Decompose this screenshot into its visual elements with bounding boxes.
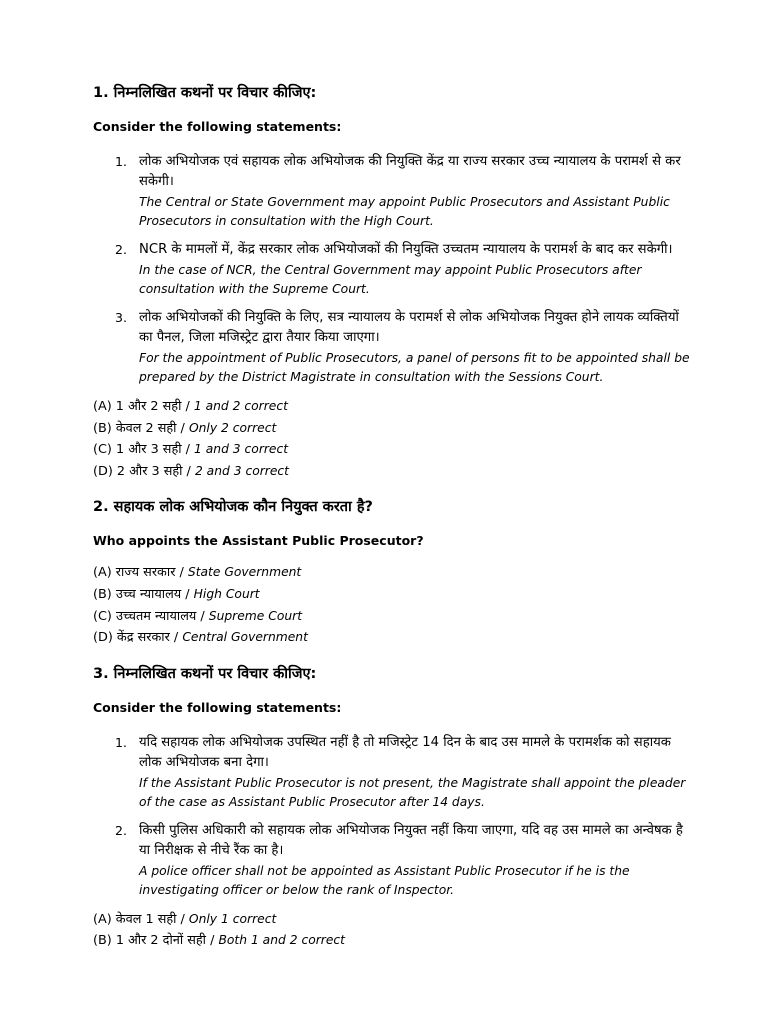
statement-hindi: यदि सहायक लोक अभियोजक उपस्थित नहीं है तो मजिस्ट्रेट 14 दिन के बाद उस मामले के परामर्शक को सहायक लोक अभियोजक बना देगा। bbox=[139, 734, 671, 770]
statement-item bbox=[93, 733, 693, 812]
statement-english: A police officer shall not be appointed as Assistant Public Prosecutor if he is the investigating officer or below the rank of Inspector. bbox=[139, 863, 630, 897]
question-1 bbox=[93, 82, 693, 482]
option-hindi: (D) 2 और 3 सही / bbox=[93, 463, 191, 479]
statement-hindi: NCR के मामलों में, केंद्र सरकार लोक अभियोजकों की नियुक्ति उच्चतम न्यायालय के परामर्श के बाद कर सकेगी। bbox=[139, 242, 673, 257]
spacer bbox=[93, 482, 693, 496]
question-subtitle: Consider the following statements: bbox=[93, 699, 342, 715]
statement-hindi: किसी पुलिस अधिकारी को सहायक लोक अभियोजक नियुक्त नहीं किया जाएगा, यदि वह उस मामले का अन्वेषक है या निरीक्षक से नीचे रैंक का है। bbox=[139, 822, 683, 858]
question-3 bbox=[93, 663, 693, 952]
answer-options bbox=[93, 909, 693, 952]
statement-number: 1. bbox=[115, 154, 127, 169]
statement-english: For the appointment of Public Prosecutors, a panel of persons fit to be appointed shall be prepared by the District Magistrate in consultation with the Sessions Court. bbox=[139, 351, 690, 384]
option-english: High Court bbox=[193, 586, 260, 601]
option-english: Only 1 correct bbox=[188, 911, 277, 926]
option-d bbox=[93, 461, 693, 483]
option-c bbox=[93, 606, 693, 628]
statement-item bbox=[93, 821, 693, 900]
option-hindi: (C) उच्चतम न्यायालय / bbox=[93, 608, 205, 624]
question-title: 1. निम्नलिखित कथनों पर विचार कीजिए: bbox=[93, 85, 317, 101]
statement-english: If the Assistant Public Prosecutor is not present, the Magistrate shall appoint the pleader of the case as Assistant Public Prosecutor after 14 days. bbox=[139, 775, 686, 809]
statement-hindi: लोक अभियोजकों की नियुक्ति के लिए, सत्र न्यायालय के परामर्श से लोक अभियोजक नियुक्त होने लायक व्यक्तियों का पैनल, जिला मजिस्ट्रेट द्वारा तैयार किया जाएगा। bbox=[139, 310, 679, 345]
option-hindi: (D) केंद्र सरकार / bbox=[93, 630, 179, 646]
option-hindi: (A) 1 और 2 सही / bbox=[93, 399, 190, 414]
statement-hindi: लोक अभियोजक एवं सहायक लोक अभियोजक की नियुक्ति केंद्र या राज्य सरकार उच्च न्यायालय के परामर्श से कर सकेगी। bbox=[139, 154, 681, 189]
statement-number: 1. bbox=[115, 734, 127, 750]
option-c bbox=[93, 439, 693, 461]
option-english: 1 and 2 correct bbox=[193, 399, 288, 413]
answer-options bbox=[93, 562, 693, 648]
option-b bbox=[93, 418, 693, 440]
option-english: Supreme Court bbox=[208, 608, 303, 623]
option-english: Central Government bbox=[182, 630, 308, 645]
question-title: 3. निम्नलिखित कथनों पर विचार कीजिए: bbox=[93, 665, 317, 682]
option-a bbox=[93, 562, 693, 584]
answer-options bbox=[93, 396, 693, 482]
statement-item bbox=[93, 308, 693, 387]
question-title: 2. सहायक लोक अभियोजक कौन नियुक्त करता है? bbox=[93, 499, 373, 516]
option-hindi: (A) राज्य सरकार / bbox=[93, 565, 184, 581]
option-hindi: (B) 1 और 2 दोनों सही / bbox=[93, 933, 215, 949]
statement-number: 3. bbox=[115, 310, 127, 325]
statement-english: In the case of NCR, the Central Government may appoint Public Prosecutors after consultation with the Supreme Court. bbox=[139, 263, 642, 296]
option-b bbox=[93, 584, 693, 606]
question-2 bbox=[93, 496, 693, 648]
statement-list bbox=[93, 733, 693, 900]
statement-item bbox=[93, 240, 693, 299]
option-english: Only 2 correct bbox=[188, 420, 277, 435]
option-english: State Government bbox=[187, 565, 302, 580]
option-a bbox=[93, 909, 693, 931]
option-hindi: (B) उच्च न्यायालय / bbox=[93, 586, 190, 602]
question-subtitle: Consider the following statements: bbox=[93, 119, 342, 134]
statement-number: 2. bbox=[115, 822, 127, 838]
statement-english: The Central or State Government may appoint Public Prosecutors and Assistant Public Prosecutors in consultation with the High Court. bbox=[139, 195, 670, 228]
option-english: Both 1 and 2 correct bbox=[218, 933, 346, 948]
option-english: 1 and 3 correct bbox=[194, 442, 289, 457]
spacer bbox=[93, 649, 693, 663]
option-b bbox=[93, 930, 693, 952]
question-subtitle: Who appoints the Assistant Public Prosecutor? bbox=[93, 533, 424, 549]
statement-list bbox=[93, 152, 693, 387]
document-page bbox=[93, 82, 693, 952]
statement-number: 2. bbox=[115, 242, 127, 257]
statement-item bbox=[93, 152, 693, 231]
option-hindi: (C) 1 और 3 सही / bbox=[93, 442, 190, 458]
option-hindi: (B) केवल 2 सही / bbox=[93, 420, 185, 436]
option-hindi: (A) केवल 1 सही / bbox=[93, 911, 185, 927]
option-english: 2 and 3 correct bbox=[194, 463, 289, 478]
option-d bbox=[93, 627, 693, 649]
option-a bbox=[93, 396, 693, 418]
